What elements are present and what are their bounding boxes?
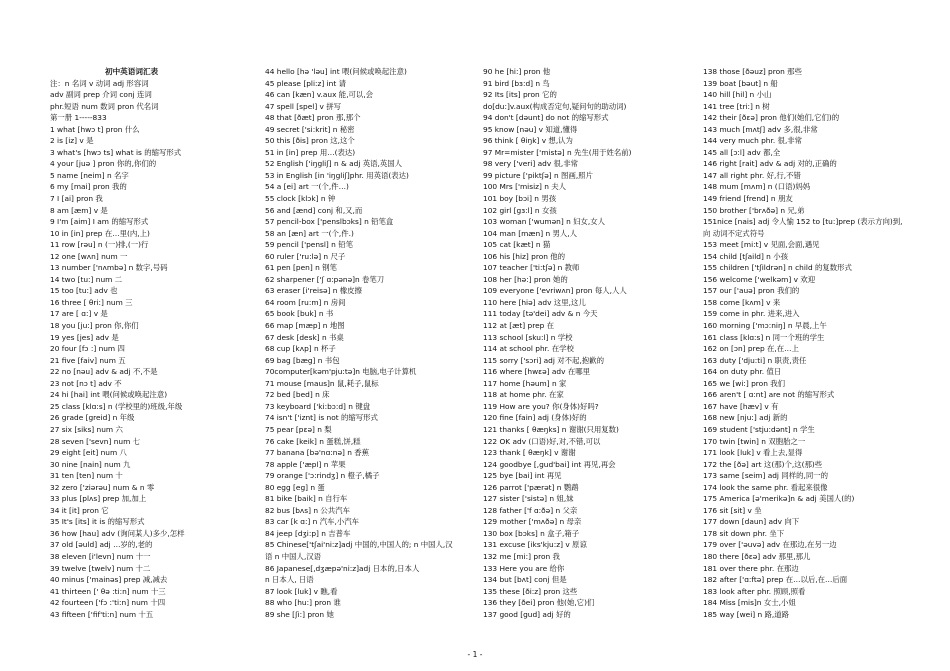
vocab-line: 14 two [tu:] num 二 — [50, 274, 123, 284]
vocab-line: 27 six [siks] num 六 — [50, 424, 123, 434]
vocab-line: 102 girl [gɜ:l] n 女孩 — [483, 205, 557, 215]
vocab-line: 67 desk [desk] n 书桌 — [265, 332, 344, 342]
vocab-line: 185 way [wei] n 路,道路 — [703, 609, 790, 619]
vocab-line: 103 woman ['wumən] n 妇女,女人 — [483, 217, 606, 227]
vocab-line: 176 sit [sit] v 坐 — [703, 505, 762, 515]
vocab-line: 2 is [iz] v 是 — [50, 136, 94, 146]
vocab-line: 113 school [sku:l] n 学校 — [483, 332, 573, 342]
vocab-line: 179 over ['əuvə] adv 在那边,在另一边 — [703, 540, 837, 550]
vocab-line: 141 tree [tri:] n 树 — [703, 101, 770, 111]
vocab-line: 123 thank [ θæŋk] v 谢谢 — [483, 448, 576, 458]
vocab-line: 7 I [ai] pron 我 — [50, 194, 103, 204]
vocab-line: 183 look after phr. 照顾,照看 — [703, 586, 806, 596]
vocab-line: 5 name [neim] n 名字 — [50, 170, 129, 180]
vocab-line: 50 this [ðis] pron 这,这个 — [265, 136, 355, 146]
vocab-line: 23 not [nɔ t] adv 不 — [50, 378, 122, 388]
vocab-line: 65 book [buk] n 书 — [265, 309, 334, 319]
vocab-line: 83 car [k ɑ:] n 汽车,小汽车 — [265, 517, 359, 527]
vocab-line: 66 map [mæp] n 地图 — [265, 321, 345, 331]
vocab-line: 165 we [wi:] pron 我们 — [703, 378, 786, 388]
vocab-line: 130 box [bɔks] n 盒子,箱子 — [483, 528, 580, 538]
vocab-line: 21 five [faiv] num 五 — [50, 355, 126, 365]
vocab-line: 140 hill [hil] n 小山 — [703, 90, 772, 100]
vocab-line: 160 morning ['mɔ:niŋ] n 早晨,上午 — [703, 321, 827, 331]
vocab-line: 143 much [mʌtʃ] adv 多,很,非常 — [703, 124, 818, 134]
vocab-line: 35 It's [its] it is 的缩写形式 — [50, 517, 145, 527]
vocab-line: 112 at [æt] prep 在 — [483, 321, 555, 331]
vocab-line: 116 where [hwɛə] adv 在哪里 — [483, 367, 591, 377]
vocab-line: 117 home [həum] n 家 — [483, 378, 567, 388]
vocab-line: 150 brother ['brʌðə] n 兄,弟 — [703, 205, 805, 215]
vocab-line: 109 everyone ['evriwʌn] pron 每人,人人 — [483, 286, 627, 296]
vocab-line: 向 动词不定式符号 — [703, 228, 765, 238]
vocab-line: 142 their [ðɛə] pron 他们(她们,它们)的 — [703, 113, 840, 123]
vocab-line: 169 student ['stju:dənt] n 学生 — [703, 424, 815, 434]
vocab-line: 147 all right phr. 好,行,不错 — [703, 170, 801, 180]
vocab-line: 171 look [luk] v 看上去,显得 — [703, 448, 803, 458]
page-number: - 1 - — [467, 650, 483, 659]
vocab-line: 46 can [kæn] v.aux 能,可以,会 — [265, 90, 374, 100]
vocab-line: 100 Mrs ['misiz] n 夫人 — [483, 182, 567, 192]
column-3 — [483, 66, 683, 620]
vocab-line: 72 bed [bed] n 床 — [265, 390, 330, 400]
vocab-line: 135 these [ði:z] pron 这些 — [483, 586, 578, 596]
vocab-line: 82 bus [bʌs] n 公共汽车 — [265, 505, 350, 515]
vocab-line: 178 sit down phr. 坐下 — [703, 528, 785, 538]
column-2 — [265, 66, 465, 620]
vocab-line: 149 friend [frend] n 朋友 — [703, 194, 793, 204]
vocab-line: 148 mum [mʌm] n (口语)妈妈 — [703, 182, 811, 192]
vocab-line: 19 yes [jes] adv 是 — [50, 332, 119, 342]
vocab-line: 9 I'm [aim] I am 的缩写形式 — [50, 217, 149, 227]
vocab-line: 61 pen [pen] n 钢笔 — [265, 263, 337, 273]
vocab-line: 34 it [it] pron 它 — [50, 505, 109, 515]
vocab-line: 146 right [rait] adv & adj 对的,正确的 — [703, 159, 837, 169]
vocab-line: 31 ten [ten] num 十 — [50, 471, 123, 481]
vocab-line: 137 good [gud] adj 好的 — [483, 609, 571, 619]
vocab-line: 104 man [mæn] n 男人,人 — [483, 228, 578, 238]
vocab-line: 128 father ['f ɑ:ðə] n 父亲 — [483, 505, 578, 515]
vocab-line: 53 in English [in 'iŋgliʃ]phr. 用英语(表达) — [265, 170, 409, 180]
vocab-line: 11 row [rəu] n (一)排,(一)行 — [50, 240, 149, 250]
vocab-line: 语 n 中国人,汉语 — [265, 551, 322, 561]
vocab-line: 127 sister ['sistə] n 姐,妹 — [483, 494, 574, 504]
vocab-line: 75 pear [pɛə] n 梨 — [265, 424, 332, 434]
vocab-line: 42 fourteen ['fɔ :'ti:n] num 十四 — [50, 598, 166, 608]
vocab-line: do[du:]v.aux(构成否定句,疑问句的助动词) — [483, 101, 627, 111]
vocab-line: 131 excuse [iks'kju:z] v 原谅 — [483, 540, 587, 550]
vocab-line: 155 children ['tʃildrən] n child 的复数形式 — [703, 263, 852, 273]
vocab-line: 84 jeep [dʒi:p] n 吉普车 — [265, 528, 351, 538]
vocab-line: 144 very much phr. 很,非常 — [703, 136, 803, 146]
vocab-line: 145 all [ɔ:l] adv 都,全 — [703, 147, 781, 157]
vocab-line: 12 one [wʌn] num 一 — [50, 251, 128, 261]
vocab-line: 17 are [ ɑ:] v 是 — [50, 309, 108, 319]
vocab-line: 161 class [klɑ:s] n 同一个班的学生 — [703, 332, 825, 342]
vocab-line: 154 child [tʃaild] n 小孩 — [703, 251, 788, 261]
vocab-line: 68 cup [kʌp] n 杯子 — [265, 344, 336, 354]
vocab-line: 139 boat [bəut] n 船 — [703, 78, 778, 88]
vocab-line: 101 boy [bɔi] n 男孩 — [483, 194, 557, 204]
vocab-line: 74 isn't ['iznt] is not 的缩写形式 — [265, 413, 378, 423]
vocab-line: 118 at home phr. 在家 — [483, 390, 564, 400]
vocab-line: 77 banana [bə'nɑ:nə] n 香蕉 — [265, 448, 370, 458]
vocab-line: 38 eleven [i'levn] num 十一 — [50, 551, 151, 561]
vocab-line: 3 what's [hwɔ ts] what is 的缩写形式 — [50, 147, 182, 157]
vocab-line: 107 teacher ['ti:tʃə] n 教师 — [483, 263, 580, 273]
vocab-line: 162 on [ɔn] prep 在,在…上 — [703, 344, 799, 354]
vocab-line: 70computer[kəm'pju:tə]n 电脑,电子计算机 — [265, 367, 417, 377]
vocab-line: 39 twelve [twelv] num 十二 — [50, 563, 151, 573]
vocab-line: 59 pencil ['pensl] n 铅笔 — [265, 240, 353, 250]
vocab-line: 58 an [æn] art 一(个,件.) — [265, 228, 354, 238]
vocab-line: 180 there [ðɛə] adv 那里,那儿 — [703, 551, 811, 561]
vocab-line: 136 they [ðei] pron 他(她,它)们 — [483, 598, 595, 608]
vocab-line: 85 Chinese['tʃai'ni:z]adj 中国的,中国人的; n 中国人,汉 — [265, 540, 453, 550]
vocab-line: 1 what [hwɔ t] pron 什么 — [50, 124, 140, 134]
vocab-line: 49 secret ['si:krit] n 秘密 — [265, 124, 355, 134]
vocab-line: 25 class [klɑ:s] n (学校里的)班级,年级 — [50, 401, 183, 411]
vocab-line: 119 How are you? 你(身体)好吗? — [483, 401, 599, 411]
vocab-line: 30 nine [nain] num 九 — [50, 459, 131, 469]
vocab-line: 88 who [hu:] pron 谁 — [265, 598, 341, 608]
vocab-line: 55 clock [klɔk] n 钟 — [265, 194, 336, 204]
vocab-line: 157 our ['auə] pron 我们的 — [703, 286, 800, 296]
vocab-line: 43 fifteen ['fif'ti:n] num 十五 — [50, 609, 154, 619]
vocab-line: 26 grade [greid] n 年级 — [50, 413, 135, 423]
vocab-line: 126 parrot ['pærət] n 鹦鹉 — [483, 482, 579, 492]
vocab-line: 125 bye [bai] int 再见 — [483, 471, 562, 481]
vocab-line: 86 Japanese[,dʒæpə'ni:z]adj 日本的,日本人 — [265, 563, 420, 573]
vocab-line: 184 Miss [mis]n 女士,小姐 — [703, 598, 796, 608]
vocab-line: 175 America [ə'merikə]n & adj 美国人(的) — [703, 494, 855, 504]
vocab-line: 初中英语词汇表 — [105, 67, 159, 76]
vocab-line: 108 her [hə:] pron 她的 — [483, 274, 568, 284]
vocab-line: 89 she [ʃi:] pron 她 — [265, 609, 334, 619]
vocab-line: 4 your [juə ] pron 你的,你们的 — [50, 159, 157, 169]
vocab-line: 114 at school phr. 在学校 — [483, 344, 574, 354]
vocab-line: 96 think [ θiŋk] v 想,认为 — [483, 136, 573, 146]
vocab-line: 132 me [mi:] pron 我 — [483, 551, 560, 561]
vocab-line: 8 am [æm] v 是 — [50, 205, 108, 215]
vocab-line: 159 come in phr. 进来,进入 — [703, 309, 800, 319]
vocab-line: 166 aren't [ ɑ:nt] are not 的缩写形式 — [703, 390, 835, 400]
vocab-line: 24 hi [hai] int 喂(问候或唤起注意) — [50, 390, 168, 400]
vocab-line: 37 old [əuld] adj …岁的,老的 — [50, 540, 153, 550]
vocab-line: 115 sorry ['sɔri] adj 对不起,抱歉的 — [483, 355, 604, 365]
vocab-line: 78 apple ['æpl] n 苹果 — [265, 459, 346, 469]
column-1 — [50, 66, 250, 620]
vocab-line: 181 over there phr. 在那边 — [703, 563, 799, 573]
vocab-line: 6 my [mai] pron 我的 — [50, 182, 127, 192]
vocab-line: 110 here [hiə] adv 这里,这儿 — [483, 297, 586, 307]
vocab-line: 90 he [hi:] pron 他 — [483, 67, 551, 76]
vocab-line: 15 too [tu:] adv 也 — [50, 286, 118, 296]
vocab-line: 177 down [daun] adv 向下 — [703, 517, 800, 527]
vocab-line: 105 cat [kæt] n 猫 — [483, 240, 551, 250]
vocab-line: 168 new [nju:] adj 新的 — [703, 413, 788, 423]
vocab-line: 63 eraser [i'reisə] n 橡皮擦 — [265, 286, 362, 296]
vocab-line: 97 Mr=mister ['mistə] n 先生(用于姓名前) — [483, 147, 632, 157]
vocab-line: 158 come [kʌm] v 来 — [703, 297, 781, 307]
vocab-line: 87 look [luk] v 瞧,看 — [265, 586, 338, 596]
vocab-line: 163 duty ['dju:ti] n 职责,责任 — [703, 355, 807, 365]
vocab-line: 138 those [ðəuz] pron 那些 — [703, 67, 802, 76]
vocab-line: 99 picture ['piktʃə] n 图画,照片 — [483, 170, 593, 180]
vocab-line: 62 sharpener ['ʃ ɑ:pənə]n 卷笔刀 — [265, 274, 385, 284]
vocab-line: 41 thirteen [' θə :ti:n] num 十三 — [50, 586, 166, 596]
vocab-line: 33 plus [plʌs] prep 加,加上 — [50, 494, 147, 504]
vocab-line: 51 in [in] prep 用…(表达) — [265, 147, 356, 157]
vocab-line: 172 the [ðə] art 这(那)个,这(那)些 — [703, 459, 823, 469]
vocab-line: 60 ruler ['ru:lə] n 尺子 — [265, 251, 346, 261]
vocab-line: 注：n 名词 v 动词 adj 形容词 — [50, 78, 149, 88]
vocab-line: 173 same [seim] adj 同样的,同一的 — [703, 471, 829, 481]
vocab-line: 95 know [nəu] v 知道,懂得 — [483, 124, 578, 134]
vocab-line: 13 number ['nʌmbə] n 数字,号码 — [50, 263, 168, 273]
vocab-line: 18 you [ju:] pron 你,你们 — [50, 321, 139, 331]
vocab-line: 121 thanks [ θæŋks] n 谢谢(只用复数) — [483, 424, 619, 434]
vocab-line: 45 please [pli:z] int 请 — [265, 78, 346, 88]
vocab-line: adv 副词 prep 介词 conj 连词 — [50, 90, 152, 100]
vocab-line: 174 look the same phr. 看起来很像 — [703, 482, 828, 492]
vocab-line: 20 four [fɔ :] num 四 — [50, 344, 125, 354]
vocab-line: 54 a [ei] art 一(个,件…) — [265, 182, 349, 192]
column-4 — [703, 66, 903, 620]
vocab-line: 16 three [ θri:] num 三 — [50, 297, 133, 307]
vocab-line: 91 bird [bɜ:d] n 鸟 — [483, 78, 550, 88]
vocab-line: 64 room [ru:m] n 房间 — [265, 297, 346, 307]
vocab-line: 40 minus ['mainəs] prep 减,减去 — [50, 575, 168, 585]
vocab-line: 98 very ['veri] adv 很,非常 — [483, 159, 579, 169]
vocab-line: 28 seven ['sevn] num 七 — [50, 436, 141, 446]
vocab-line: 56 and [ænd] conj 和,又,而 — [265, 205, 363, 215]
vocab-line: 111 today [tə'dei] adv & n 今天 — [483, 309, 598, 319]
vocab-line: 133 Here you are 给你 — [483, 563, 565, 573]
vocab-line: 134 but [bʌt] conj 但是 — [483, 575, 567, 585]
vocab-line: 32 zero ['ziərəu] num & n 零 — [50, 482, 155, 492]
vocab-line: 164 on duty phr. 值日 — [703, 367, 782, 377]
vocab-line: 48 that [ðæt] pron 那,那个 — [265, 113, 361, 123]
vocab-line: 156 welcome ['welkəm] v 欢迎 — [703, 274, 816, 284]
vocab-line: 76 cake [keik] n 蛋糕,饼,糕 — [265, 436, 361, 446]
vocab-line: 167 have [hæv] v 有 — [703, 401, 779, 411]
vocab-line: 94 don't [dəunt] do not 的缩写形式 — [483, 113, 609, 123]
vocab-line: 22 no [nəu] adv & adj 不,不是 — [50, 367, 158, 377]
vocab-line: 81 bike [baik] n 自行车 — [265, 494, 348, 504]
vocab-line: n 日本人, 日语 — [265, 575, 314, 585]
vocab-line: 106 his [hiz] pron 他的 — [483, 251, 566, 261]
vocab-line: 124 goodbye [,gud'bai] int 再见,再会 — [483, 459, 616, 469]
vocab-line: 73 keyboard ['ki:bɔ:d] n 键盘 — [265, 401, 371, 411]
vocab-line: 44 hello [hə 'ləu] int 喂(问候或唤起注意) — [265, 67, 407, 76]
vocab-line: 57 pencil-box ['penslbɔks] n 铅笔盒 — [265, 217, 394, 227]
vocab-line: 92 Its [its] pron 它的 — [483, 90, 557, 100]
vocab-line: 36 how [hau] adv (询问某人)多少,怎样 — [50, 528, 185, 538]
vocab-line: 182 after ['ɑ:ftə] prep 在…以后,在…后面 — [703, 575, 848, 585]
vocab-line: 80 egg [eg] n 蛋 — [265, 482, 325, 492]
vocab-line: 69 bag [bæg] n 书包 — [265, 355, 340, 365]
vocab-line: 71 mouse [maus]n 鼠,耗子,鼠标 — [265, 378, 379, 388]
vocab-line: 29 eight [eit] num 八 — [50, 448, 127, 458]
vocab-line: 79 orange ['ɔ:rindʒ] n 橙子,橘子 — [265, 471, 380, 481]
vocab-line: 120 fine [fain] adj (身体)好的 — [483, 413, 587, 423]
vocab-line: 170 twin [twin] n 双胞胎之一 — [703, 436, 806, 446]
vocab-line: 第一册 1-----833 — [50, 113, 107, 123]
vocab-line: 151nice [nais] adj 令人愉 152 to [tu:]prep (表示方向)到, — [703, 217, 903, 227]
vocab-line: 122 OK adv (口语)好,对,不错,可以 — [483, 436, 601, 446]
vocab-line: 10 in [in] prep 在…里(内,上) — [50, 228, 150, 238]
vocab-line: 52 English ['iŋgliʃ] n & adj 英语,英国人 — [265, 159, 403, 169]
vocab-line: 47 spell [spel] v 拼写 — [265, 101, 342, 111]
vocab-line: 129 mother ['mʌðə] n 母亲 — [483, 517, 582, 527]
vocab-line: 153 meet [mi:t] v 见面,会面,遇见 — [703, 240, 820, 250]
vocab-line: phr.短语 num 数词 pron 代名词 — [50, 101, 159, 111]
